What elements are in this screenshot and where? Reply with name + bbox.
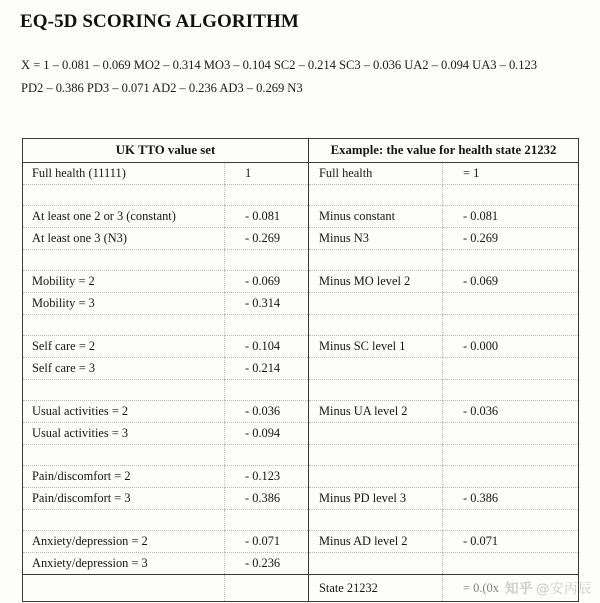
cell-state-label: State 21232 bbox=[309, 575, 443, 602]
cell-right-value bbox=[443, 445, 579, 466]
cell-left-label: Pain/discomfort = 3 bbox=[23, 488, 225, 510]
cell-left-value: - 0.081 bbox=[225, 206, 309, 228]
table-total-row bbox=[23, 575, 579, 602]
cell-left-value bbox=[225, 315, 309, 336]
cell-left-label bbox=[23, 315, 225, 336]
cell-right-label bbox=[309, 293, 443, 315]
table-header-row bbox=[23, 139, 579, 163]
cell-right-value bbox=[443, 358, 579, 380]
cell-right-value: - 0.269 bbox=[443, 228, 579, 250]
zhihu-logo: 知乎 bbox=[505, 581, 533, 597]
table-spacer-row bbox=[23, 185, 579, 206]
table-row bbox=[23, 293, 579, 315]
cell-right-value: - 0.036 bbox=[443, 401, 579, 423]
cell-left-label bbox=[23, 380, 225, 401]
cell-left-value: - 0.214 bbox=[225, 358, 309, 380]
cell-left-value: - 0.269 bbox=[225, 228, 309, 250]
cell-right-label bbox=[309, 358, 443, 380]
scoring-table-container bbox=[22, 138, 578, 602]
table-row bbox=[23, 466, 579, 488]
cell-left-label: Anxiety/depression = 2 bbox=[23, 531, 225, 553]
scoring-table bbox=[22, 138, 579, 602]
cell-right-label: Minus AD level 2 bbox=[309, 531, 443, 553]
table-spacer-row bbox=[23, 380, 579, 401]
cell-left-value: - 0.071 bbox=[225, 531, 309, 553]
cell-left-label: Usual activities = 3 bbox=[23, 423, 225, 445]
cell-left-label: At least one 2 or 3 (constant) bbox=[23, 206, 225, 228]
cell-right-value: = 1 bbox=[443, 163, 579, 185]
cell-right-label bbox=[309, 250, 443, 271]
cell-left-label bbox=[23, 250, 225, 271]
cell-left-label bbox=[23, 510, 225, 531]
formula-line-2: PD2 – 0.386 PD3 – 0.071 AD2 – 0.236 AD3 – 0.269 N3 bbox=[21, 81, 303, 95]
cell-right-label bbox=[309, 185, 443, 206]
cell-left-label bbox=[23, 575, 225, 602]
cell-right-value: - 0.071 bbox=[443, 531, 579, 553]
formula-line-1: X = 1 – 0.081 – 0.069 MO2 – 0.314 MO3 – 0.104 SC2 – 0.214 SC3 – 0.036 UA2 – 0.094 UA3 – 0.123 bbox=[21, 58, 538, 72]
cell-right-value bbox=[443, 315, 579, 336]
cell-left-value: - 0.094 bbox=[225, 423, 309, 445]
cell-right-value: - 0.386 bbox=[443, 488, 579, 510]
cell-left-label: Pain/discomfort = 2 bbox=[23, 466, 225, 488]
cell-right-label bbox=[309, 315, 443, 336]
column-header-example: Example: the value for health state 21232 bbox=[309, 139, 579, 163]
cell-right-value bbox=[443, 250, 579, 271]
cell-right-label bbox=[309, 466, 443, 488]
cell-left-value bbox=[225, 250, 309, 271]
cell-left-value: - 0.123 bbox=[225, 466, 309, 488]
cell-right-label: Minus constant bbox=[309, 206, 443, 228]
cell-right-label: Minus UA level 2 bbox=[309, 401, 443, 423]
cell-right-value bbox=[443, 293, 579, 315]
cell-right-label: Minus PD level 3 bbox=[309, 488, 443, 510]
cell-left-value: - 0.104 bbox=[225, 336, 309, 358]
cell-left-value: - 0.069 bbox=[225, 271, 309, 293]
cell-right-label: Full health bbox=[309, 163, 443, 185]
cell-right-value bbox=[443, 185, 579, 206]
cell-right-value: - 0.069 bbox=[443, 271, 579, 293]
cell-right-label: Minus SC level 1 bbox=[309, 336, 443, 358]
cell-left-label: Anxiety/depression = 3 bbox=[23, 553, 225, 575]
cell-right-value bbox=[443, 466, 579, 488]
table-row bbox=[23, 358, 579, 380]
table-row bbox=[23, 488, 579, 510]
table-row bbox=[23, 553, 579, 575]
cell-right-label bbox=[309, 510, 443, 531]
table-row bbox=[23, 336, 579, 358]
scoring-formula bbox=[21, 54, 581, 100]
cell-right-label bbox=[309, 380, 443, 401]
cell-left-value: - 0.386 bbox=[225, 488, 309, 510]
cell-left-label: At least one 3 (N3) bbox=[23, 228, 225, 250]
page-title: EQ-5D SCORING ALGORITHM bbox=[20, 11, 299, 32]
cell-state-value bbox=[443, 575, 579, 602]
cell-right-label bbox=[309, 445, 443, 466]
obscured-value: = 0.(0x bbox=[463, 580, 499, 595]
cell-left-value bbox=[225, 185, 309, 206]
cell-right-value: - 0.000 bbox=[443, 336, 579, 358]
table-row bbox=[23, 271, 579, 293]
cell-left-value: - 0.314 bbox=[225, 293, 309, 315]
table-row bbox=[23, 228, 579, 250]
cell-left-value bbox=[225, 380, 309, 401]
table-row bbox=[23, 423, 579, 445]
cell-left-label: Self care = 2 bbox=[23, 336, 225, 358]
cell-left-label: Mobility = 2 bbox=[23, 271, 225, 293]
table-spacer-row bbox=[23, 315, 579, 336]
cell-right-label: Minus MO level 2 bbox=[309, 271, 443, 293]
cell-left-label bbox=[23, 185, 225, 206]
cell-left-value: - 0.236 bbox=[225, 553, 309, 575]
table-row bbox=[23, 206, 579, 228]
cell-left-label: Self care = 3 bbox=[23, 358, 225, 380]
cell-left-label: Mobility = 3 bbox=[23, 293, 225, 315]
cell-left-value bbox=[225, 510, 309, 531]
cell-right-value bbox=[443, 380, 579, 401]
table-row bbox=[23, 401, 579, 423]
table-row bbox=[23, 531, 579, 553]
cell-right-value: - 0.081 bbox=[443, 206, 579, 228]
cell-left-label: Full health (11111) bbox=[23, 163, 225, 185]
table-body bbox=[23, 163, 579, 602]
table-spacer-row bbox=[23, 445, 579, 466]
cell-right-label bbox=[309, 553, 443, 575]
table-spacer-row bbox=[23, 510, 579, 531]
cell-right-value bbox=[443, 510, 579, 531]
cell-left-label: Usual activities = 2 bbox=[23, 401, 225, 423]
column-header-uk-tto: UK TTO value set bbox=[23, 139, 309, 163]
cell-left-value: 1 bbox=[225, 163, 309, 185]
cell-left-value bbox=[225, 445, 309, 466]
cell-right-value bbox=[443, 553, 579, 575]
table-row bbox=[23, 163, 579, 185]
cell-left-label bbox=[23, 445, 225, 466]
cell-left-value bbox=[225, 575, 309, 602]
cell-right-label: Minus N3 bbox=[309, 228, 443, 250]
cell-right-value bbox=[443, 423, 579, 445]
cell-right-label bbox=[309, 423, 443, 445]
cell-left-value: - 0.036 bbox=[225, 401, 309, 423]
watermark-handle: @安丙辰 bbox=[536, 581, 592, 597]
table-spacer-row bbox=[23, 250, 579, 271]
